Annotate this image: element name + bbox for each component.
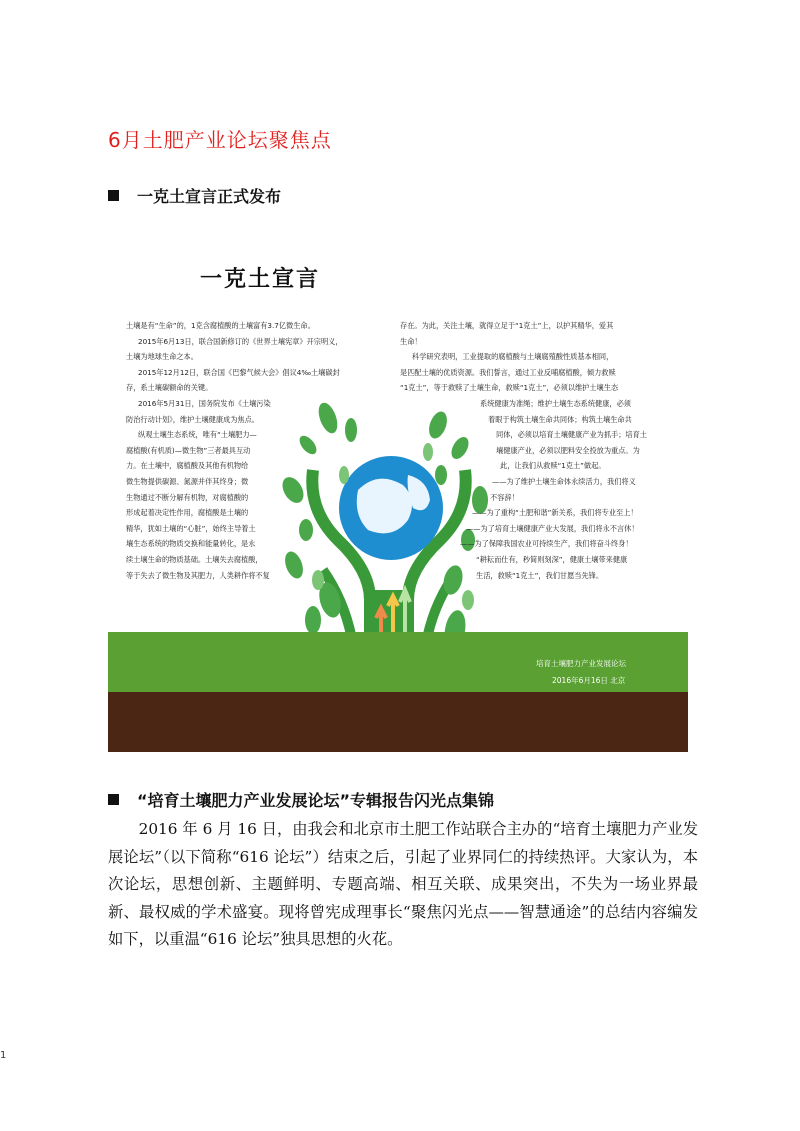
- page-number: 1: [0, 1050, 7, 1061]
- article-body: [108, 816, 698, 954]
- poster-line: 不容辞！: [490, 492, 519, 502]
- poster-line: 力。在土壤中，腐植酸及其他有机物给: [126, 461, 249, 471]
- poster-line: 此，让我们从救赎“1克土”做起。: [500, 461, 606, 471]
- poster-line: 生命！: [400, 336, 422, 346]
- poster-left-column: [126, 318, 343, 583]
- poster-line: 2015年6月13日，联合国新修订的《世界土壤宪章》开宗明义，: [138, 336, 343, 346]
- poster-line: 存，系土壤碳额命的关键。: [126, 383, 213, 393]
- poster-line: 防治行动计划》，维护土壤健康成为焦点。: [126, 414, 259, 424]
- poster-line: 土壤为地球生命之本。: [126, 352, 198, 362]
- poster-line: “耕耘而仕有，秒简则刻深”，健康土壤带来健康: [476, 554, 628, 564]
- poster-line: 2016年5月31日，国务院发布《土壤污染: [138, 398, 271, 408]
- section-heading-forum: [108, 788, 494, 811]
- poster-line: 着眼于构筑土壤生命共同体；构筑土壤生命共: [488, 414, 632, 424]
- poster-line: 生物通过不断分解有机物，对腐植酸的: [126, 492, 249, 502]
- poster-line: 等于失去了微生物及其肥力，人类耕作将不复: [126, 570, 270, 580]
- poster-line: 壤健康产业，必须以肥料安全投放为重点。为: [496, 445, 640, 455]
- poster-line: 续土壤生命的物质基础。土壤失去腐植酸，: [126, 554, 263, 564]
- poster-line: 科学研究表明，工业提取的腐植酸与土壤腐殖酸性质基本相同，: [412, 352, 614, 362]
- poster-line: 精华，犹如土壤的“心脏”，始终主导着土: [126, 523, 256, 533]
- poster-line: 系统健康为准绳；维护土壤生态系统健康，必须: [480, 398, 631, 408]
- poster-right-column: [400, 318, 680, 583]
- poster-line: “1克土”，等于救赎了土壤生命，救赎“1克土”，必须以维护土壤生态: [400, 383, 619, 393]
- poster-line: ——为了保障我国农业可持续生产，我们将奋斗终身！: [460, 539, 633, 549]
- poster-line: 2015年12月12日，联合国《巴黎气候大会》倡议4‰土壤碳封: [138, 367, 340, 377]
- poster-title: 一克土宣言: [200, 267, 321, 292]
- section-heading-text: “培育土壤肥力产业发展论坛”专辑报告闪光点集锦: [137, 791, 495, 810]
- poster-signature-date: 2016年6月16日 北京: [552, 676, 626, 685]
- square-bullet-icon: [108, 190, 119, 201]
- section-heading-text: 一克土宣言正式发布: [137, 187, 282, 206]
- body-paragraph: 2016 年 6 月 16 日，由我会和北京市土肥工作站联合主办的“培育土壤肥力产业发展论坛”（以下简称“616 论坛”）结束之后，引起了业界同仁的持续热评。大家认为，本次论坛，思想创新、主题鲜明、专题高端、相互关联、成果突出，不失为一场业界最新、最权威的学术盛宴。现将曾宪成理事长“聚焦闪光点——智慧通途”的总结内容编发如下，以重温“616 论坛”独具思想的火花。: [108, 820, 698, 948]
- page-title: 6月土肥产业论坛聚焦点: [108, 128, 332, 152]
- poster-line: 是匹配土壤的优质资源。我们誓言，通过工业反哺腐植酸，倾力救赎: [400, 367, 616, 377]
- poster-line: ——为了重构“土肥和谐”新关系，我们将专业至上！: [472, 508, 638, 518]
- poster-line: 腐植酸(有机质)—微生物”三者最具互动: [126, 445, 251, 455]
- manifesto-poster: [108, 240, 688, 752]
- poster-line: 形成起着决定性作用，腐植酸是土壤的: [126, 508, 249, 518]
- soil-band: [108, 692, 688, 752]
- poster-line: 存在。为此，关注土壤，就得立足于“1克土”上，以护其精华，爱其: [400, 321, 614, 330]
- poster-line: 生活，救赎“1克土”，我们甘愿当先锋。: [476, 570, 604, 580]
- poster-line: 同体，必须以培育土壤健康产业为抓手；培育土: [496, 430, 647, 440]
- poster-signature-org: 培育土壤肥力产业发展论坛: [536, 659, 626, 668]
- poster-line: 壤生态系统的物质交换和能量转化，是永: [126, 539, 256, 549]
- poster-line: 微生物提供碳源、氮源并伴其终身；微: [126, 476, 249, 486]
- poster-line: ——为了培育土壤健康产业大发展，我们将永不言休！: [466, 523, 639, 533]
- section-heading-manifesto: [108, 184, 281, 207]
- square-bullet-icon: [108, 794, 119, 805]
- poster-line: ——为了维护土壤生命体永续活力，我们将义: [492, 476, 636, 486]
- poster-line: 土壤是有“生命”的，1克含腐植酸的土壤富有3.7亿微生命。: [126, 321, 315, 330]
- poster-line: 纵观土壤生态系统，唯有“土壤肥力—: [138, 430, 257, 440]
